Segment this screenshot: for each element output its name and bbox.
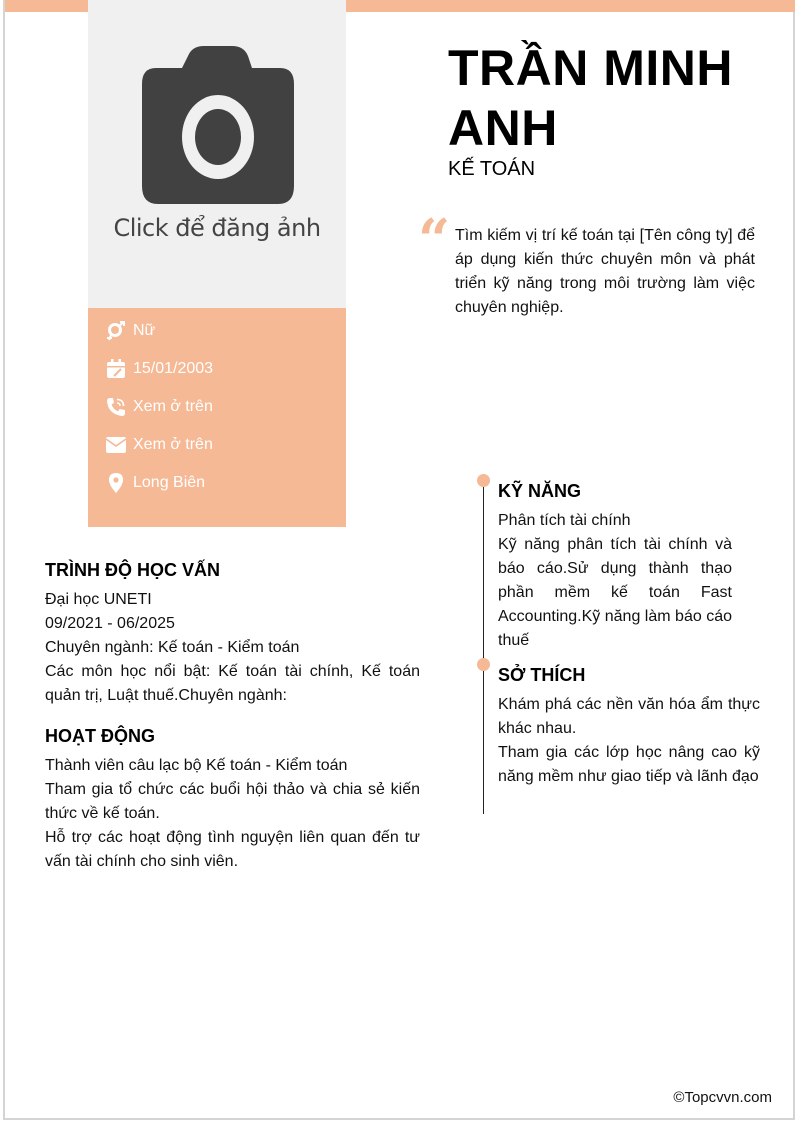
gender-icon [106,321,126,341]
education-line: Đại học UNETI [45,591,152,608]
education-line: Các môn học nổi bật: Kế toán tài chính, Kế toán quản trị, Luật thuế.Chuyên ngành: [45,663,420,704]
personal-info-list [106,312,213,502]
education-line: 09/2021 - 06/2025 [45,615,175,632]
activities-section [45,724,420,874]
section-title: TRÌNH ĐỘ HỌC VẤN [45,560,220,580]
birthdate-value: 15/01/2003 [133,360,214,377]
hobby-line: Tham gia các lớp học nâng cao kỹ năng mềm như giao tiếp và lãnh đạo [498,744,760,785]
skills-section [498,479,732,653]
copyright-footer: ©Topcvvn.com [673,1089,772,1106]
envelope-icon [106,435,126,455]
map-marker-icon [106,473,126,493]
info-gender [106,312,213,350]
info-address [106,464,213,502]
phone-value: Xem ở trên [133,398,213,415]
career-objective: Tìm kiếm vị trí kế toán tại [Tên công ty] để áp dụng kiến thức chuyên môn và phát triển kỹ năng trong môi trường làm việc chuyên nghiệp. [455,227,755,316]
sidebar-column [88,0,346,527]
education-line: Chuyên ngành: Kế toán - Kiểm toán [45,639,300,656]
photo-caption: Click để đăng ảnh [113,214,321,242]
candidate-name: TRẦN MINH ANH [448,40,734,156]
phone-icon [106,397,126,417]
calendar-icon [106,359,126,379]
info-email [106,426,213,464]
camera-icon [140,46,295,206]
activity-line: Thành viên câu lạc bộ Kế toán - Kiểm toán [45,757,348,774]
hobby-line: Khám phá các nền văn hóa ẩm thực khác nhau. [498,696,760,737]
quote-left-icon: “ [418,207,451,273]
timeline-line [483,480,484,814]
email-value: Xem ở trên [133,436,213,453]
address-value: Long Biên [133,474,206,491]
activity-line: Hỗ trợ các hoạt động tình nguyện liên quan đến tư vấn tài chính cho sinh viên. [45,829,420,870]
activity-line: Tham gia tổ chức các buổi hội thảo và chia sẻ kiến thức về kế toán. [45,781,420,822]
skill-line: Kỹ năng phân tích tài chính và báo cáo.Sử dụng thành thạo phần mềm kế toán Fast Accounting.Kỹ năng làm báo cáo thuế [498,536,732,649]
info-birthdate [106,350,213,388]
section-title: HOẠT ĐỘNG [45,726,155,746]
info-phone [106,388,213,426]
job-title: KẾ TOÁN [448,158,536,180]
gender-value: Nữ [133,322,156,339]
education-section [45,558,420,708]
upload-photo-button[interactable] [88,0,346,308]
section-title: SỞ THÍCH [498,665,586,685]
timeline-dot [477,658,490,671]
skill-line: Phân tích tài chính [498,512,631,529]
section-title: KỸ NĂNG [498,481,582,501]
hobbies-section [498,663,760,789]
timeline-dot [477,474,490,487]
